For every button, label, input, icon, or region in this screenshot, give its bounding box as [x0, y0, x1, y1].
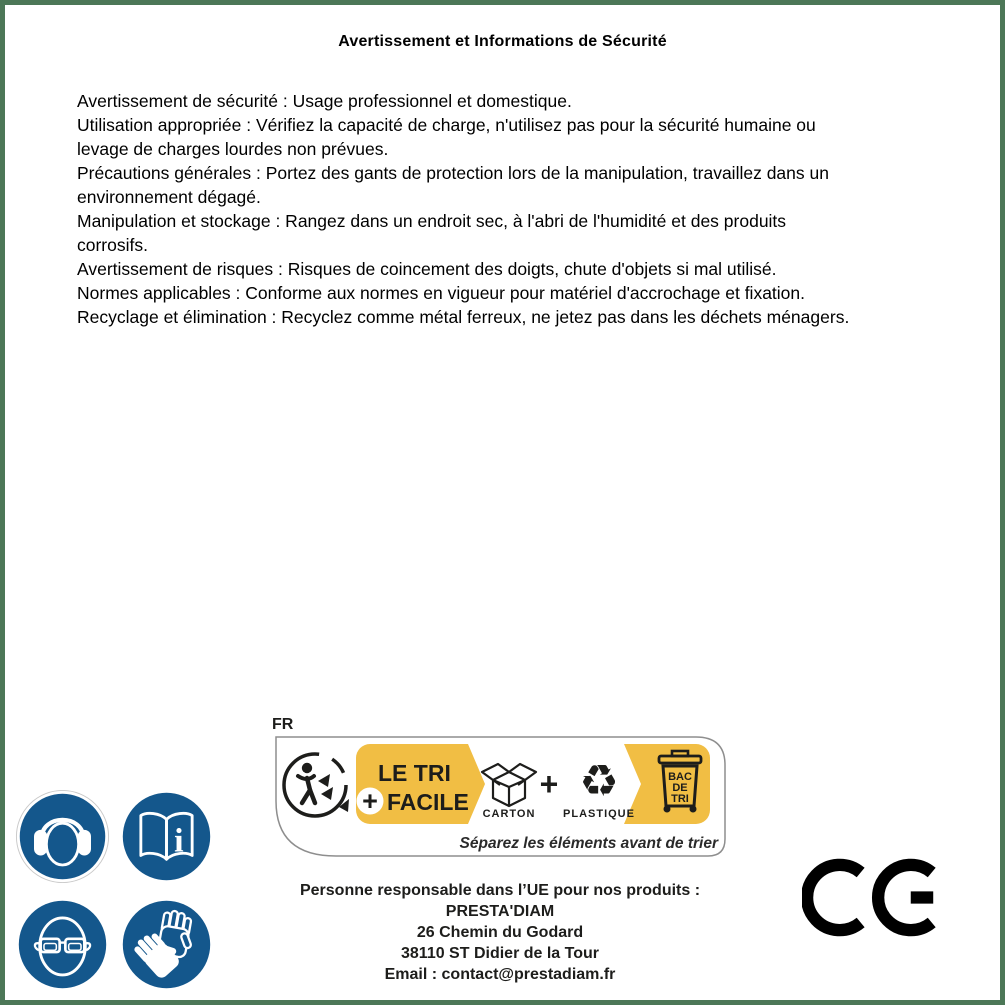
- bin-label-tri: TRI: [671, 793, 689, 805]
- body-line: corrosifs.: [77, 235, 148, 255]
- materials-plus-sign: +: [539, 766, 559, 802]
- body-line: environnement dégagé.: [77, 187, 261, 207]
- ce-marking-logo: [802, 845, 947, 950]
- responsible-line: Personne responsable dans l’UE pour nos produits :: [299, 882, 701, 899]
- body-line: Normes applicables : Conforme aux normes en vigueur pour matériel d'accrochage et fixation.: [77, 283, 806, 303]
- bin-label-de: DE: [672, 782, 688, 794]
- headline-le-tri: LE TRI: [378, 760, 451, 786]
- material-plastique-label: PLASTIQUE: [563, 808, 635, 820]
- recycle-symbol-icon: ♻: [579, 756, 619, 807]
- responsible-company: PRESTA'DIAM: [445, 903, 555, 920]
- body-line: Manipulation et stockage : Rangez dans un endroit sec, à l'abri de l'humidité et des produits: [77, 211, 787, 231]
- ear-protection-icon: [15, 789, 110, 884]
- read-manual-icon: [119, 789, 214, 884]
- responsible-address-city: 38110 ST Didier de la Tour: [401, 945, 599, 962]
- sorting-instruction: Séparez les éléments avant de trier: [459, 835, 718, 852]
- body-line: Recyclage et élimination : Recyclez comme métal ferreux, ne jetez pas dans les déchets ménagers.: [77, 307, 850, 327]
- safety-text-block: [77, 89, 977, 329]
- body-line: Utilisation appropriée : Vérifiez la capacité de charge, n'utilisez pas pour la sécurité humaine ou: [77, 115, 816, 135]
- responsible-email: Email : contact@prestadiam.fr: [384, 966, 616, 983]
- page-title: Avertissement et Informations de Sécurité: [338, 33, 667, 50]
- eu-responsible-block: [272, 880, 728, 985]
- protective-gloves-icon: [119, 897, 214, 992]
- headline-facile: FACILE: [387, 789, 469, 815]
- bin-label-bac: BAC: [668, 771, 692, 783]
- body-line: Avertissement de sécurité : Usage professionnel et domestique.: [77, 91, 572, 111]
- body-line: Avertissement de risques : Risques de coincement des doigts, chute d'objets si mal utilisé.: [77, 259, 777, 279]
- mandatory-safety-pictograms: [15, 789, 214, 992]
- body-line: Précautions générales : Portez des gants de protection lors de la manipulation, travaillez dans un: [77, 163, 829, 183]
- responsible-address-street: 26 Chemin du Godard: [416, 924, 584, 941]
- infotri-recycling-label: [272, 714, 728, 858]
- svg-text:i: i: [174, 822, 184, 860]
- plus-sign: +: [362, 786, 378, 816]
- eye-protection-icon: [15, 897, 110, 992]
- material-carton-label: CARTON: [482, 808, 536, 820]
- body-line: levage de charges lourdes non prévues.: [77, 139, 389, 159]
- country-code-label: FR: [272, 716, 294, 733]
